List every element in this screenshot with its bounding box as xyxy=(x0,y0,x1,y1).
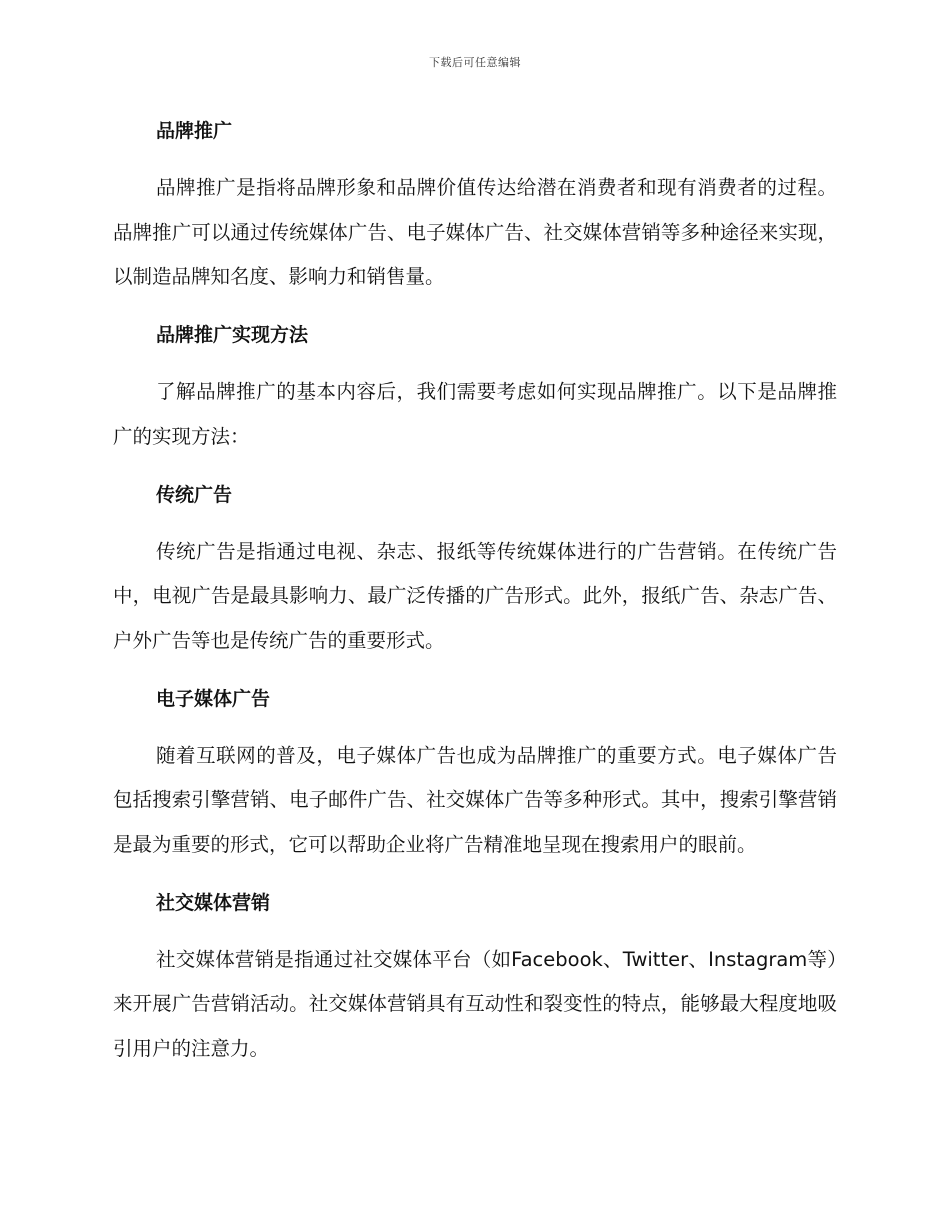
section-paragraph: 了解品牌推广的基本内容后，我们需要考虑如何实现品牌推广。以下是品牌推广的实现方法： xyxy=(113,380,837,448)
section-paragraph: 品牌推广是指将品牌形象和品牌价值传达给潜在消费者和现有消费者的过程。品牌推广可以通过传统媒体广告、电子媒体广告、社交媒体营销等多种途径来实现，以制造品牌知名度、影响力和销售量。 xyxy=(113,176,837,289)
section-traditional-ads xyxy=(113,472,837,664)
section-heading: 品牌推广实现方法 xyxy=(156,324,309,347)
section-heading: 电子媒体广告 xyxy=(156,687,271,710)
section-paragraph: 传统广告是指通过电视、杂志、报纸等传统媒体进行的广告营销。在传统广告中，电视广告是最具影响力、最广泛传播的广告形式。此外，报纸广告、杂志广告、户外广告等也是传统广告的重要形式。 xyxy=(113,539,837,652)
section-heading: 品牌推广 xyxy=(156,120,233,142)
section-electronic-media-ads xyxy=(113,676,837,868)
header-note: 下载后可任意编辑 xyxy=(429,56,521,69)
section-social-media-marketing xyxy=(113,880,837,1072)
section-heading: 传统广告 xyxy=(156,483,233,506)
section-paragraph: 随着互联网的普及，电子媒体广告也成为品牌推广的重要方式。电子媒体广告包括搜索引擎营销、电子邮件广告、社交媒体广告等多种形式。其中，搜索引擎营销是最为重要的形式，它可以帮助企业将广告精准地呈现在搜索用户的眼前。 xyxy=(113,743,837,857)
section-brand-promotion xyxy=(113,108,837,300)
section-implementation-methods xyxy=(113,312,837,459)
section-heading: 社交媒体营销 xyxy=(156,891,271,914)
document-body xyxy=(113,108,837,1072)
section-paragraph: 社交媒体营销是指通过社交媒体平台（如Facebook、Twitter、Instagram等）来开展广告营销活动。社交媒体营销具有互动性和裂变性的特点，能够最大程度地吸引用户的注意力。 xyxy=(113,947,837,1061)
